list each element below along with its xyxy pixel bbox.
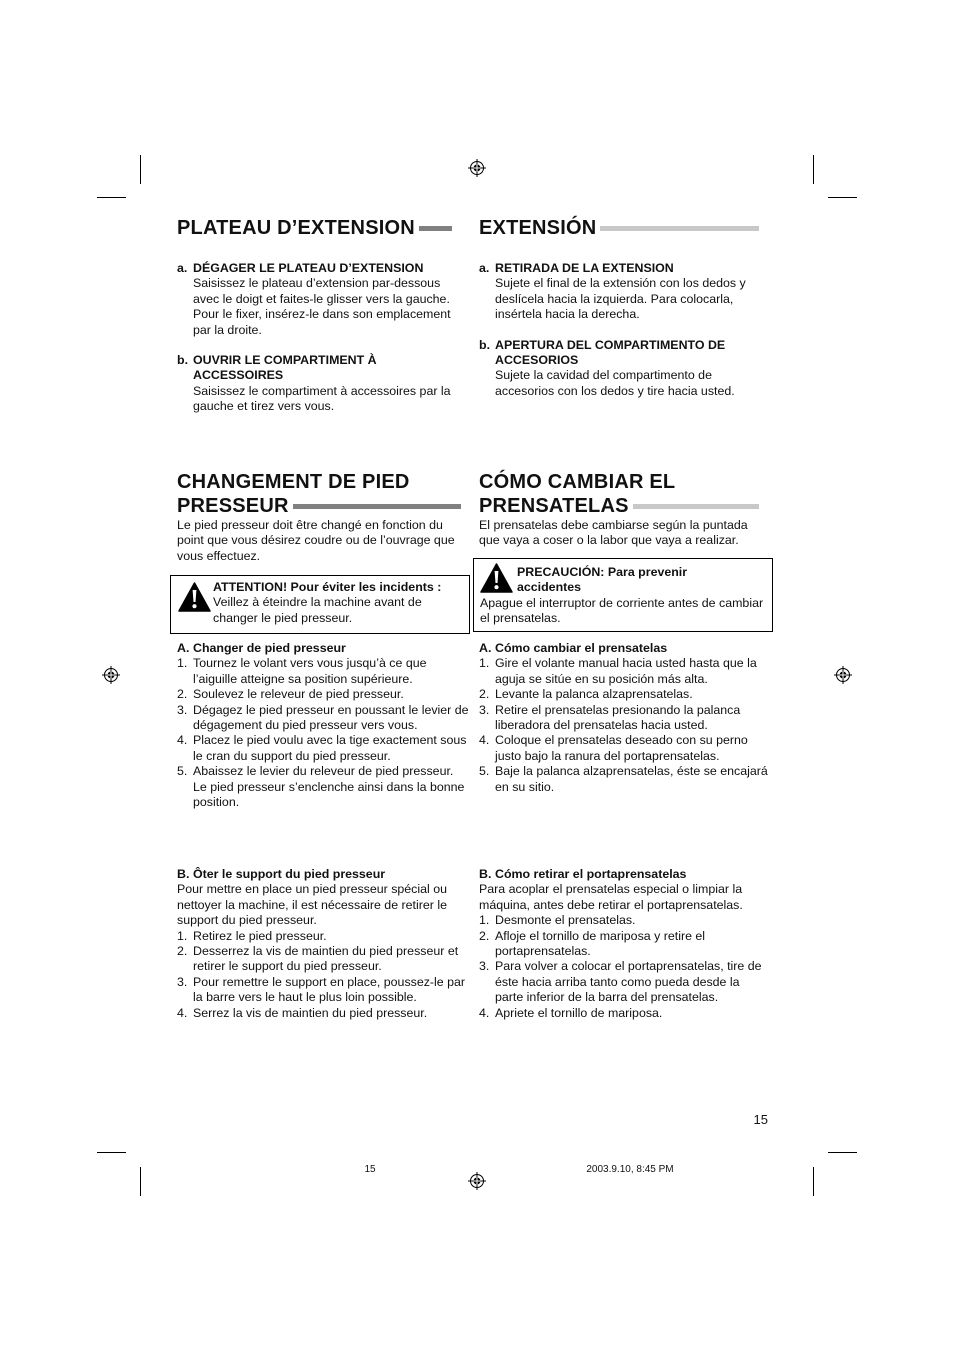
list-item: 4. Apriete el tornillo de mariposa. (479, 1005, 663, 1020)
es-extension-a-heading: a. RETIRADA DE LA EXTENSION (479, 261, 674, 275)
footer-timestamp: 2003.9.10, 8:45 PM (586, 1164, 674, 1175)
es-extension-b-heading: b. APERTURA DEL COMPARTIMENTO DE ACCESORIOS (479, 337, 726, 368)
crop-mark (140, 155, 141, 184)
heading-rule (293, 504, 461, 509)
list-item: 2. Afloje el tornillo de mariposa y retire el portaprensatelas. (479, 928, 706, 959)
list-item: 2. Desserrez la vis de maintien du pied presseur et retirer le support du pied presseur. (177, 944, 459, 974)
fr-extension-a-text: Saisissez le plateau d’extension par-dessous avec le doigt et faites-le glisser vers la gauche. Pour le fixer, insérez-le dans son emplacement par la droite. (193, 276, 451, 337)
list-item: 1. Gire el volante manual hacia usted hasta que la aguja se sitúe en su posición más alta. (479, 656, 757, 686)
fr-extension-a-heading: a. DÉGAGER LE PLATEAU D’EXTENSION (177, 261, 424, 275)
registration-mark-icon (468, 159, 486, 177)
warning-icon (480, 563, 513, 593)
registration-mark-icon (468, 1172, 486, 1190)
fr-presser-B-heading: B. Ôter le support du pied presseur (177, 867, 386, 881)
registration-mark-icon (102, 666, 120, 684)
fr-extension-title: PLATEAU D’EXTENSION (177, 217, 415, 239)
fr-extension-heading (177, 216, 469, 240)
crop-mark (97, 1152, 126, 1153)
fr-presser-intro: Le pied presseur doit être changé en fonction du point que vous désirez coudre ou de l’ouvrage que vous effectuez. (177, 518, 455, 563)
es-extension-a-text: Sujete el final de la extensión con los dedos y deslícela hacia la izquierda. Para colocarla, insértela hacia la derecha. (495, 276, 746, 322)
es-presser-B (479, 867, 769, 1021)
es-extension-heading (479, 216, 769, 240)
fr-presser-B-intro: Pour mettre en place un pied presseur spécial ou nettoyer la machine, il est nécessaire de retirer le support du pied presseur. (177, 882, 447, 928)
es-presser-A (479, 641, 769, 795)
es-extension-section (479, 216, 769, 399)
warning-icon (178, 582, 211, 612)
es-presser-intro: El prensatelas debe cambiarse según la puntada que vaya a coser o la labor que vaya a realizar. (479, 518, 748, 548)
es-extension-b-text: Sujete la cavidad del compartimento de accesorios con los dedos y tire hacia usted. (495, 368, 735, 398)
es-presser-heading: CÓMO CAMBIAR EL PRENSATELAS (479, 470, 769, 518)
es-warning-text: Apague el interruptor de corriente antes de cambiar el prensatelas. (480, 596, 764, 626)
es-warning-box (473, 558, 773, 632)
fr-presser-B (177, 867, 469, 1021)
es-presser-B-intro: Para acoplar el prensatelas especial o limpiar la máquina, antes debe retirar el portaprensatelas. (479, 882, 743, 912)
list-item: 3. Pour remettre le support en place, poussez-le par la barre vers le haut le plus loin possible. (177, 974, 466, 1005)
fr-warning-box (170, 575, 470, 634)
list-item: 2. Soulevez le releveur de pied presseur. (177, 687, 404, 702)
fr-extension-b-heading: b. OUVRIR LE COMPARTIMENT À ACCESSOIRES (177, 353, 377, 383)
es-presser-A-heading: A. Cómo cambiar el prensatelas (479, 641, 668, 655)
fr-warning-text: Veillez à éteindre la machine avant de changer le pied presseur. (213, 595, 422, 625)
list-item: 4. Serrez la vis de maintien du pied presseur. (177, 1005, 428, 1020)
crop-mark (97, 197, 126, 198)
fr-presser-A (177, 641, 469, 810)
list-item: 4. Coloque el prensatelas deseado con su perno justo bajo la ranura del portaprensatelas. (479, 733, 748, 763)
registration-mark-icon (834, 666, 852, 684)
crop-mark (813, 155, 814, 184)
list-item: 3. Dégagez le pied presseur en poussant le levier de dégagement du pied presseur vers vous. (177, 702, 469, 733)
fr-extension-section (177, 216, 469, 415)
es-warning-title: PRECAUCIÓN: Para prevenir accidentes (517, 565, 688, 595)
list-item: 1. Desmonte el prensatelas. (479, 913, 636, 928)
fr-warning-title: ATTENTION! Pour éviter les incidents : (213, 580, 442, 594)
crop-mark (813, 1167, 814, 1196)
list-item: 5. Baje la palanca alzaprensatelas, éste se encajará en su sitio. (479, 764, 768, 794)
page-number: 15 (753, 1112, 768, 1127)
heading-rule (600, 226, 759, 231)
list-item: 1. Tournez le volant vers vous jusqu’à ce que l’aiguille atteigne sa position supérieure. (177, 656, 427, 686)
footer-slug: 15 (364, 1164, 376, 1175)
es-presser-section (479, 470, 769, 549)
heading-rule (633, 504, 759, 509)
crop-mark (828, 1152, 857, 1153)
list-item: 5. Abaissez le levier du releveur de pied presseur. Le pied presseur s’enclenche ainsi dans la bonne position. (177, 764, 465, 810)
fr-presser-section (177, 470, 469, 564)
fr-extension-b-text: Saisissez le compartiment à accessoires par la gauche et tirez vers vous. (193, 383, 451, 414)
fr-presser-heading: CHANGEMENT DE PIED PRESSEUR (177, 470, 469, 518)
list-item: 3. Para volver a colocar el portaprensatelas, tire de éste hacia arriba tanto como pueda desde la parte inferior de la barra del prensatelas. (479, 959, 762, 1005)
list-item: 2. Levante la palanca alzaprensatelas. (479, 687, 693, 702)
es-presser-B-heading: B. Cómo retirar el portaprensatelas (479, 867, 687, 881)
crop-mark (140, 1167, 141, 1196)
list-item: 1. Retirez le pied presseur. (177, 928, 327, 943)
heading-rule (419, 226, 452, 231)
fr-presser-A-heading: A. Changer de pied presseur (177, 641, 346, 655)
crop-mark (828, 197, 857, 198)
list-item: 4. Placez le pied voulu avec la tige exactement sous le cran du support du pied presseur. (177, 733, 467, 763)
es-extension-title: EXTENSIÓN (479, 217, 597, 239)
list-item: 3. Retire el prensatelas presionando la palanca liberadora del prensatelas hacia usted. (479, 702, 741, 733)
